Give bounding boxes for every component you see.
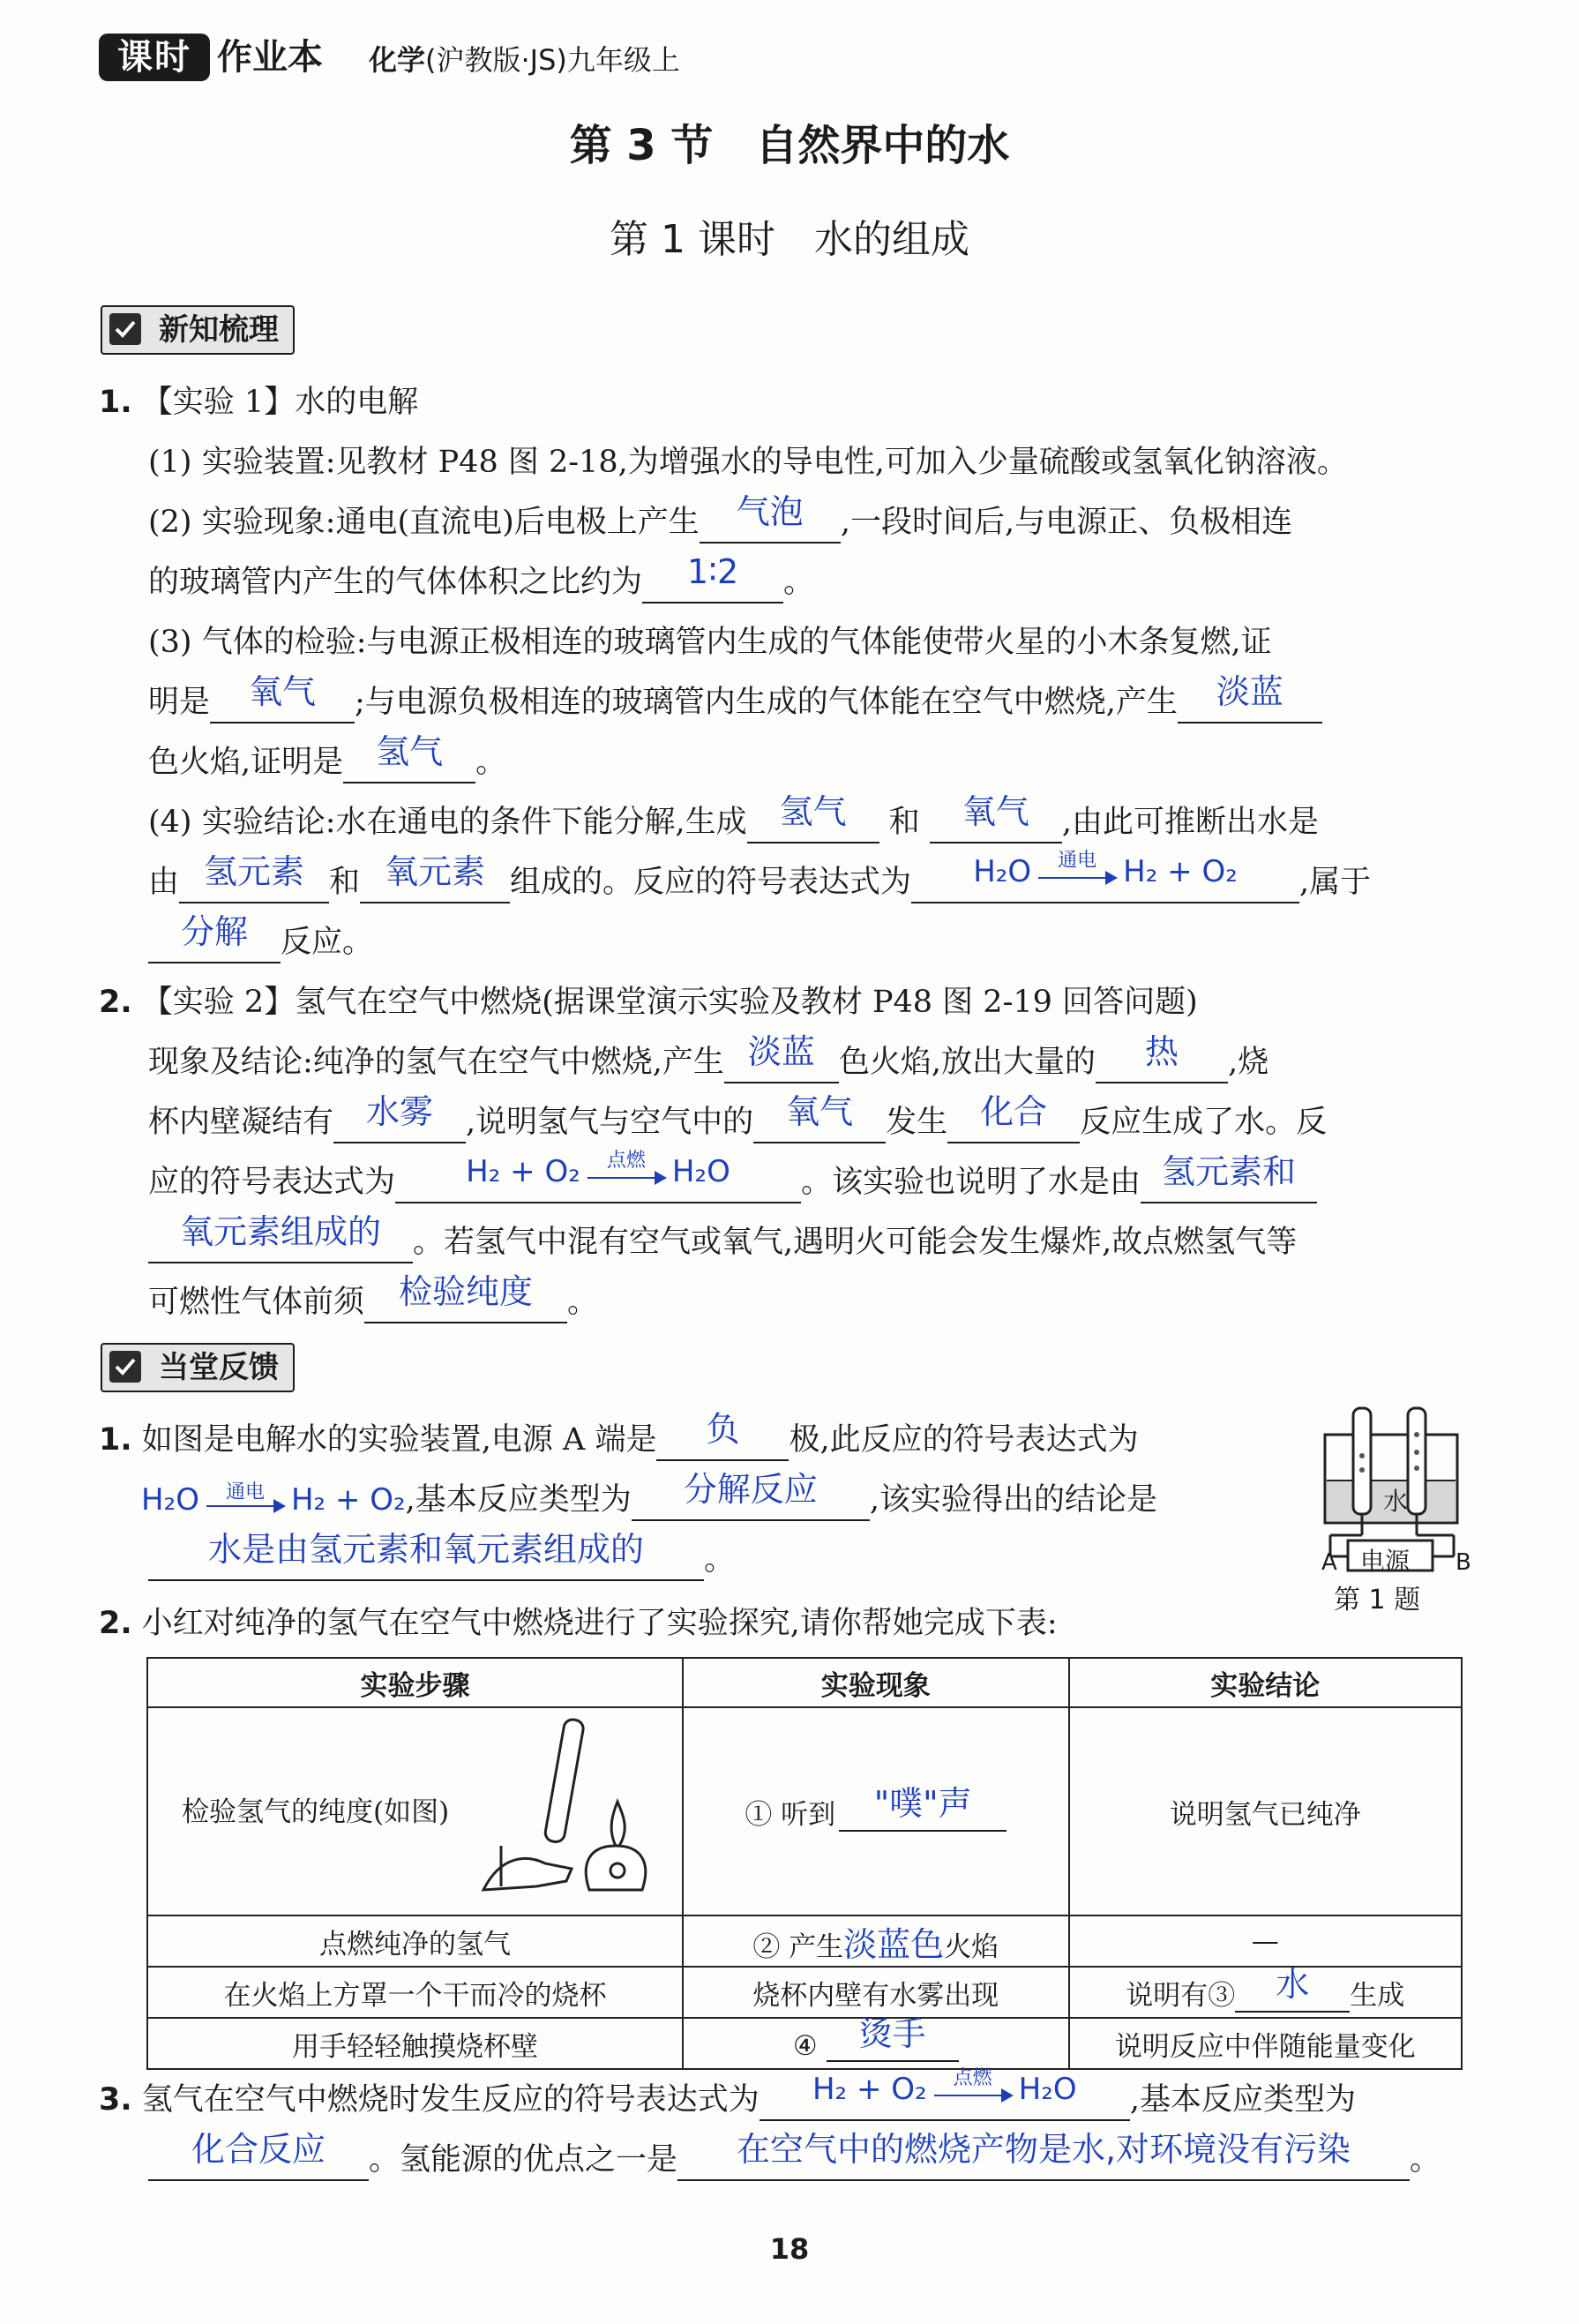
p1-q1-2-line2 [148,552,815,603]
answer-blank [1235,1964,1350,2013]
arrow-icon [1035,849,1119,891]
p1-q1-title [99,381,418,424]
product: H₂O [671,1154,730,1189]
answer-blank [947,1092,1080,1143]
text: 反应生成了水。反 [1080,1105,1328,1140]
p1-q1-4-line3 [148,912,374,963]
table-cell [683,1707,1069,1915]
reactant: H₂ + O₂ [812,2072,927,2107]
answer-blank [148,1212,413,1263]
p1-q2-line2 [148,1092,1328,1143]
text: ,一段时间后,与电源正、负极相连 [840,505,1293,540]
answer-blank [632,1470,870,1521]
question-number: 2. [99,985,132,1020]
figure-label-water: 水 [1383,1487,1409,1516]
question-title: 【实验 2】氢气在空气中燃烧(据课堂演示实验及教材 P48 图 2-19 回答问题) [141,985,1198,1020]
text: ,该实验得出的结论是 [869,1482,1157,1518]
answer-blank [179,852,329,903]
table-cell [1069,1964,1462,2018]
answer: 化合 [980,1092,1048,1131]
answer: 氧元素组成的 [179,1212,381,1251]
product: H₂O [1018,2072,1077,2107]
text: 和 [888,805,920,840]
text: 火焰 [944,1930,999,1963]
table-cell [147,1707,683,1915]
text: 说明有③ [1126,1979,1236,2012]
answer: 氢元素和 [1162,1152,1297,1191]
section-title: 新知梳理 [159,312,279,348]
p1-q1-1: (1) 实验装置:见教材 P48 图 2-18,为增强水的导电性,可加入少量硫酸或氢氧化钠溶液。 [148,445,1348,480]
equation [466,1149,730,1189]
text: 。 [1410,2142,1441,2178]
edition: (沪教版·JS)九年级上 [425,43,680,77]
answer: 氢气 [779,792,847,831]
table-cell [683,1915,1069,1967]
answer: 分解 [180,912,248,951]
answer-blank [1141,1152,1317,1203]
answer-blank [343,732,475,783]
question-number: 1. [99,1422,132,1458]
p2-q1-line2 [141,1470,1157,1521]
book-title: 作业本 [217,37,323,78]
header-subject [369,39,680,81]
question-number: 3. [99,2082,132,2118]
answer-blank [700,492,841,544]
answer-blank [360,852,510,903]
text: ② 产生 [752,1930,844,1963]
answer: 氧元素 [385,852,486,891]
answer-blank [210,672,355,723]
subject: 化学 [369,43,426,77]
figure-label-power: 电源 [1360,1547,1411,1576]
text: ① 听到 [745,1798,836,1831]
answer: 氢元素 [204,852,305,891]
answer: 水 [1276,1964,1310,2004]
p1-q2-title [99,981,1198,1023]
text: 如图是电解水的实验装置,电源 A 端是 [141,1422,657,1458]
answer-blank [677,2130,1410,2181]
answer-blank [1178,672,1322,723]
text: 组成的。反应的符号表达式为 [510,865,912,900]
column-header: 实验现象 [683,1658,1069,1707]
answer-blank [827,2014,959,2062]
answer-blank [1096,1032,1228,1083]
step-text: 检验氢气的纯度(如图) [182,1796,450,1828]
text: 色火焰,证明是 [148,745,344,780]
answer-blank [839,1783,1007,1832]
answer-blank [148,1530,704,1581]
condition: 点燃 [953,2066,992,2089]
text: (2) 实验现象:通电(直流电)后电极上产生 [148,505,700,540]
text: ,烧 [1228,1045,1269,1080]
equation [973,849,1238,889]
table-row [147,2018,1462,2069]
p2-q1-line1 [99,1410,1139,1461]
reactant: H₂ + O₂ [466,1154,580,1189]
answer: 检验纯度 [399,1272,534,1311]
text: 极,此反应的符号表达式为 [789,1422,1139,1458]
text: 。 [567,1285,599,1320]
chapter-title: 第 3 节 自然界中的水 [569,121,1010,170]
text: 和 [329,865,361,900]
equation-blank [760,2066,1130,2121]
text: ,基本反应类型为 [405,1482,632,1518]
text: 色火焰,放出大量的 [838,1045,1096,1080]
answer: 分解反应 [683,1470,818,1509]
p2-q3-line1 [99,2066,1356,2121]
question-title: 【实验 1】水的电解 [141,385,419,420]
checkbox-icon [109,1351,141,1383]
p1-q2-line3 [148,1149,1317,1203]
answer: 气泡 [736,492,804,531]
text: 可燃性气体前须 [148,1285,365,1320]
p1-q1-4-line1 [148,792,1320,843]
text: 发生 [886,1105,948,1140]
lesson-title: 第 1 课时 水的组成 [610,217,969,262]
text: 应的符号表达式为 [148,1165,396,1200]
text: ,说明氢气与空气中的 [466,1105,754,1140]
answer: 氧气 [962,792,1029,831]
condition: 通电 [225,1481,265,1503]
experiment-table [146,1657,1463,2070]
condition: 点燃 [606,1149,646,1172]
table-cell: 说明反应中伴随能量变化 [1069,2018,1462,2069]
section-new-knowledge [101,305,295,355]
answer: 化合反应 [191,2130,326,2169]
answer-blank [930,792,1062,843]
answer-blank [747,792,879,843]
condition: 通电 [1058,849,1097,872]
column-header: 实验步骤 [147,1658,683,1707]
answer: 在空气中的燃烧产物是水,对环境没有污染 [736,2130,1351,2169]
table-header-row [147,1658,1462,1707]
text: ;与电源负极相连的玻璃管内生成的气体能在空气中燃烧,产生 [355,685,1178,720]
text: 。 [704,1542,736,1578]
text: 。 [783,565,815,600]
text: 。 [475,745,507,780]
answer: 氧气 [786,1092,854,1131]
answer-blank [642,552,783,603]
answer-blank [724,1032,839,1083]
equation [812,2066,1077,2107]
table-row [147,1915,1462,1967]
text: 由 [148,865,180,900]
text: 。该实验也说明了水是由 [801,1165,1141,1200]
text: 现象及结论:纯净的氢气在空气中燃烧,产生 [148,1045,724,1080]
table-cell: 在火焰上方罩一个干而冷的烧杯 [147,1967,683,2018]
purity-test-illustration [475,1713,651,1908]
section-title: 当堂反馈 [159,1350,279,1385]
answer: 负 [706,1410,740,1449]
section-feedback [101,1343,295,1392]
table-cell: 说明氢气已纯净 [1069,1707,1462,1915]
answer: 热 [1145,1032,1179,1071]
text: 的玻璃管内产生的气体体积之比约为 [148,565,643,600]
question-number: 2. [99,1606,132,1641]
p1-q1-3-line1: (3) 气体的检验:与电源正极相连的玻璃管内生成的气体能使带火星的小木条复燃,证 [148,625,1272,660]
answer-blank [148,912,281,963]
text: ④ [792,2030,818,2062]
answer: 1∶2 [686,552,739,591]
text: 反应。 [281,925,374,960]
answer-blank [364,1272,567,1323]
figure-caption: 第 1 题 [1334,1585,1421,1616]
answer-blank [656,1410,789,1461]
text: 杯内壁凝结有 [148,1105,334,1140]
equation-blank [911,849,1299,903]
equation-blank [395,1149,801,1203]
figure-label-b: B [1456,1549,1471,1576]
text: 氢气在空气中燃烧时发生反应的符号表达式为 [141,2082,760,2118]
text: ,属于 [1299,865,1372,900]
question-number: 1. [99,385,132,420]
product: H₂ + O₂ [290,1482,406,1518]
p1-q2-line1 [148,1032,1269,1083]
arrow-icon [931,2066,1015,2109]
p1-q2-line4 [148,1212,1298,1263]
answer: 烫手 [858,2014,926,2053]
table-cell: 用手轻轻触摸烧杯壁 [147,2018,683,2069]
p1-q1-3-line2 [148,672,1322,723]
arrow-icon [203,1481,288,1519]
column-header: 实验结论 [1069,1658,1462,1707]
table-row [147,1967,1462,2018]
answer: 水雾 [366,1092,434,1131]
answer: 淡蓝 [747,1032,815,1071]
reactant: H₂O [141,1482,199,1518]
answer: "噗"声 [873,1783,972,1823]
answer-blank [333,1092,466,1143]
p1-q1-4-line2 [148,849,1372,903]
equation [141,1482,406,1518]
answer-blank [753,1092,886,1143]
table-cell: — [1069,1915,1462,1967]
checkbox-icon [109,313,141,345]
p2-q1-line3 [148,1530,736,1581]
text: 明是 [148,685,211,720]
answer: 氢气 [376,732,444,771]
text: ,由此可推断出水是 [1061,805,1320,840]
answer: 水是由氢元素和氧元素组成的 [207,1530,644,1569]
logo: 课时 [99,34,210,81]
answer-blank [148,2130,369,2181]
product: H₂ + O₂ [1123,854,1238,889]
table-cell: 烧杯内壁有水雾出现 [683,1967,1069,2018]
text: 生成 [1350,1979,1405,2012]
p2-q2-line1 [99,1602,1058,1645]
p1-q2-line5 [148,1272,599,1323]
p1-q1-2-line1 [148,492,1293,544]
text: 。若氢气中混有空气或氧气,遇明火可能会发生爆炸,故点燃氢气等 [413,1225,1298,1260]
text: 。氢能源的优点之一是 [369,2142,678,2178]
text: 小红对纯净的氢气在空气中燃烧进行了实验探究,请你帮她完成下表: [141,1606,1058,1641]
arrow-icon [584,1149,669,1191]
p1-q1-3-line3 [148,732,507,783]
text: ,基本反应类型为 [1129,2082,1356,2118]
text: (4) 实验结论:水在通电的条件下能分解,生成 [148,805,747,840]
page-number: 18 [769,2232,810,2266]
table-row [147,1707,1462,1915]
table-cell: 点燃纯净的氢气 [147,1915,683,1967]
p2-q3-line2 [148,2130,1441,2181]
figure-label-a: A [1321,1549,1337,1576]
reactant: H₂O [973,854,1032,889]
answer: 淡蓝 [1216,672,1283,711]
answer: 淡蓝色 [843,1924,945,1964]
answer: 氧气 [249,672,317,711]
